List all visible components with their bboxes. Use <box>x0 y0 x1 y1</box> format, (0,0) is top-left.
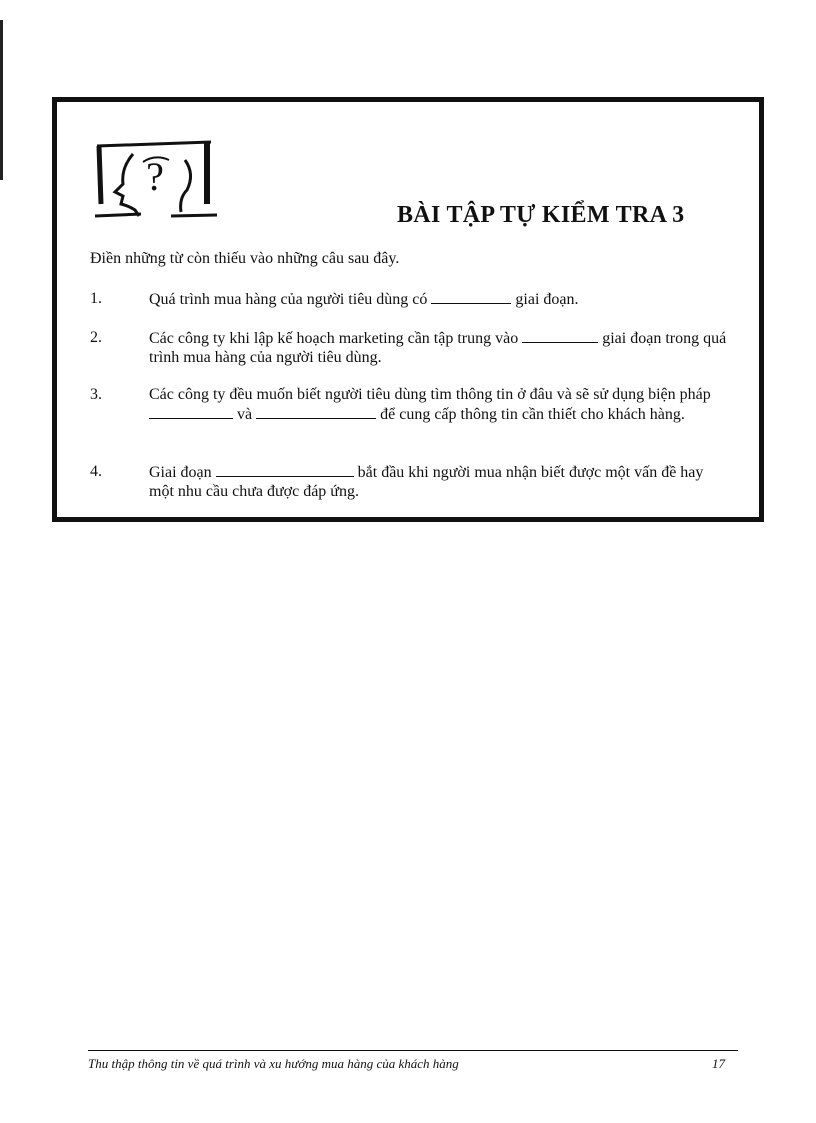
question-number: 3. <box>90 386 102 403</box>
footer-divider <box>88 1050 738 1051</box>
page-edge-mark <box>0 20 3 180</box>
head-question-icon <box>93 132 223 228</box>
answer-blank[interactable] <box>149 404 233 419</box>
question-text: Các công ty đều muốn biết người tiêu dùng tìm thông tin ở đâu và sẽ sử dụng biện pháp và để cung cấp thông tin cần thiết cho khách hàng. <box>149 386 711 423</box>
question-text: Giai đoạn bắt đầu khi người mua nhận biết được một vấn đề hay một nhu cầu chưa được đáp ứng. <box>149 464 704 500</box>
question-4 <box>90 462 730 501</box>
question-number: 1. <box>90 290 102 307</box>
exercise-title: BÀI TẬP TỰ KIỂM TRA 3 <box>397 202 685 228</box>
answer-blank[interactable] <box>431 289 511 304</box>
page-number: 17 <box>712 1056 725 1071</box>
answer-blank[interactable] <box>522 328 598 343</box>
instruction-text: Điền những từ còn thiếu vào những câu sau đây. <box>90 250 400 267</box>
logo-question-mark: ? <box>146 154 164 199</box>
question-1 <box>90 289 730 309</box>
question-2 <box>90 328 730 367</box>
question-3 <box>90 385 730 424</box>
question-text: Quá trình mua hàng của người tiêu dùng có giai đoạn. <box>149 291 579 308</box>
answer-blank[interactable] <box>216 462 354 477</box>
footer-text: Thu thập thông tin về quá trình và xu hướng mua hàng của khách hàng <box>88 1056 459 1071</box>
question-number: 4. <box>90 463 102 480</box>
answer-blank[interactable] <box>256 404 376 419</box>
question-number: 2. <box>90 329 102 346</box>
question-text: Các công ty khi lập kế hoạch marketing cần tập trung vào giai đoạn trong quá trình mua hàng của người tiêu dùng. <box>149 330 727 366</box>
exercise-box <box>52 97 764 522</box>
